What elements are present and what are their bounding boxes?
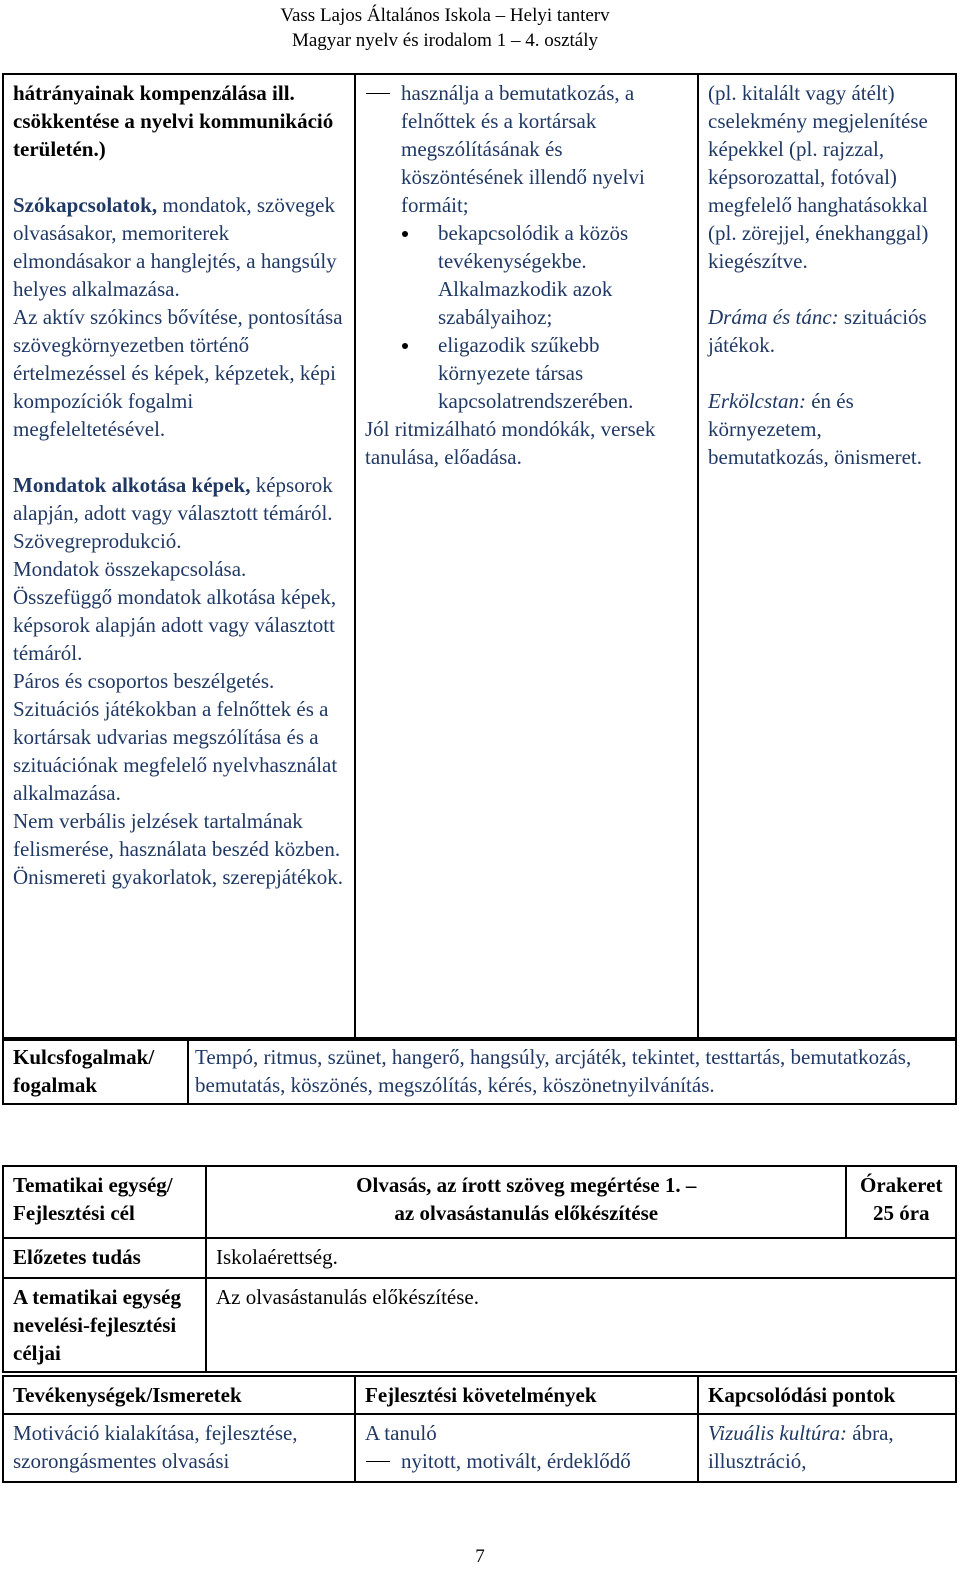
first-requirements-intro: A tanuló [365, 1421, 437, 1445]
content-row [3, 74, 956, 1040]
requirement-bullet-2: eligazodik szűkebb környezete társas kapcsolatrendszerében. [365, 331, 689, 415]
unit-label: Tematikai egység/ Fejlesztési cél [3, 1166, 206, 1238]
page-header [235, 3, 655, 53]
page-number: 7 [475, 1546, 485, 1567]
goals-label: A tematikai egység nevelési-fejlesztési céljai [3, 1278, 206, 1372]
header-school: Vass Lajos Általános Iskola – Helyi tanterv [280, 5, 610, 26]
curriculum-table-top [2, 73, 957, 1041]
activities-p8: Páros és csoportos beszélgetés. [13, 669, 275, 693]
hours-label: Órakeret [860, 1173, 943, 1197]
prior-knowledge-row [3, 1238, 956, 1278]
header-subject: Magyar nyelv és irodalom 1 – 4. osztály [291, 30, 599, 51]
first-content-row [3, 1414, 956, 1482]
activities-p7: Összefüggő mondatok alkotása képek, képsorok alapján adott vagy választott témáról. [13, 585, 337, 665]
activities-p3: Az aktív szókincs bővítése, pontosítása szövegkörnyezetben történő értelmezéssel és képek, képzetek, képi kompozíciók fogalmi megfeleltetésével. [13, 305, 343, 441]
activities-p2: Szókapcsolatok, mondatok, szövegek olvasásakor, memoriterek elmondásakor a hanglejtés, a hangsúly helyes alkalmazása. [13, 193, 337, 301]
activities-p10: Nem verbális jelzések tartalmának felismerése, használata beszéd közben. [13, 809, 341, 861]
header-requirements: Fejlesztési követelmények [355, 1376, 698, 1414]
activities-p6: Mondatok összekapcsolása. [13, 557, 247, 581]
hours-cell [846, 1166, 957, 1238]
activities-p5: Szövegreprodukció. [13, 529, 182, 553]
requirements-cell [355, 74, 698, 1040]
goals-row [3, 1278, 956, 1372]
connections-p1: (pl. kitalált vagy átélt) cselekmény megjelenítése képekkel (pl. rajzzal, képsorozattal, fotóval) megfelelő hanghatásokkal (pl. zörejjel, énekhanggal) kiegészítve. [708, 81, 929, 273]
curriculum-table-columns [2, 1375, 957, 1483]
goals-value: Az olvasástanulás előkészítése. [206, 1278, 956, 1372]
connections-p2: Dráma és tánc: szituációs játékok. [708, 305, 927, 357]
first-requirements [355, 1414, 698, 1482]
key-concepts-row [3, 1038, 956, 1104]
unit-row [3, 1166, 956, 1238]
header-connections: Kapcsolódási pontok [698, 1376, 956, 1414]
curriculum-table-bottom [2, 1165, 957, 1373]
connections-cell [698, 74, 956, 1040]
connections-p3: Erkölcstan: én és környezetem, bemutatkozás, önismeret. [708, 389, 923, 469]
activities-p11: Önismereti gyakorlatok, szerepjátékok. [13, 865, 344, 889]
unit-title-line1: Olvasás, az írott szöveg megértése 1. – [356, 1173, 697, 1197]
unit-title-cell [206, 1166, 846, 1238]
key-concepts-text: Tempó, ritmus, szünet, hangerő, hangsúly, arcjáték, tekintet, testtartás, bemutatkozás, bemutatás, köszönés, megszólítás, kérés, köszönetnyilvánítás. [188, 1038, 956, 1104]
prior-knowledge-value: Iskolaérettség. [206, 1238, 956, 1278]
activities-p1: hátrányainak kompenzálása ill. csökkentése a nyelvi kommunikáció területén.) [13, 81, 334, 161]
header-activities: Tevékenységek/Ismeretek [3, 1376, 355, 1414]
activities-p4: Mondatok alkotása képek, képsorok alapján, adott vagy választott témáról. [13, 473, 333, 525]
column-header-row [3, 1376, 956, 1414]
requirement-bullet-1-cont: Alkalmazkodik azok szabályaihoz; [438, 277, 613, 329]
first-activities: Motiváció kialakítása, fejlesztése, szorongásmentes olvasási [3, 1414, 355, 1482]
unit-title-line2: az olvasástanulás előkészítése [394, 1201, 659, 1225]
requirement-bullet-1: bekapcsolódik a közös tevékenységekbe. [365, 219, 689, 275]
hours-value: 25 óra [872, 1201, 930, 1225]
requirement-dash-item: használja a bemutatkozás, a felnőttek és a kortársak megszólításának és köszöntésének illendő nyelvi formáit; [365, 79, 689, 219]
activities-cell [3, 74, 355, 1040]
activities-p9: Szituációs játékokban a felnőttek és a kortársak udvarias megszólítása és a szituációnak megfelelő nyelvhasználat alkalmazása. [13, 697, 338, 805]
prior-knowledge-label: Előzetes tudás [3, 1238, 206, 1278]
key-concepts-label: Kulcsfogalmak/ fogalmak [3, 1038, 188, 1104]
requirement-paragraph: Jól ritmizálható mondókák, versek tanulása, előadása. [365, 417, 656, 469]
key-concepts-table [2, 1037, 957, 1105]
first-requirements-dash: nyitott, motivált, érdeklődő [365, 1447, 689, 1475]
first-connections: Vizuális kultúra: ábra, illusztráció, [698, 1414, 956, 1482]
